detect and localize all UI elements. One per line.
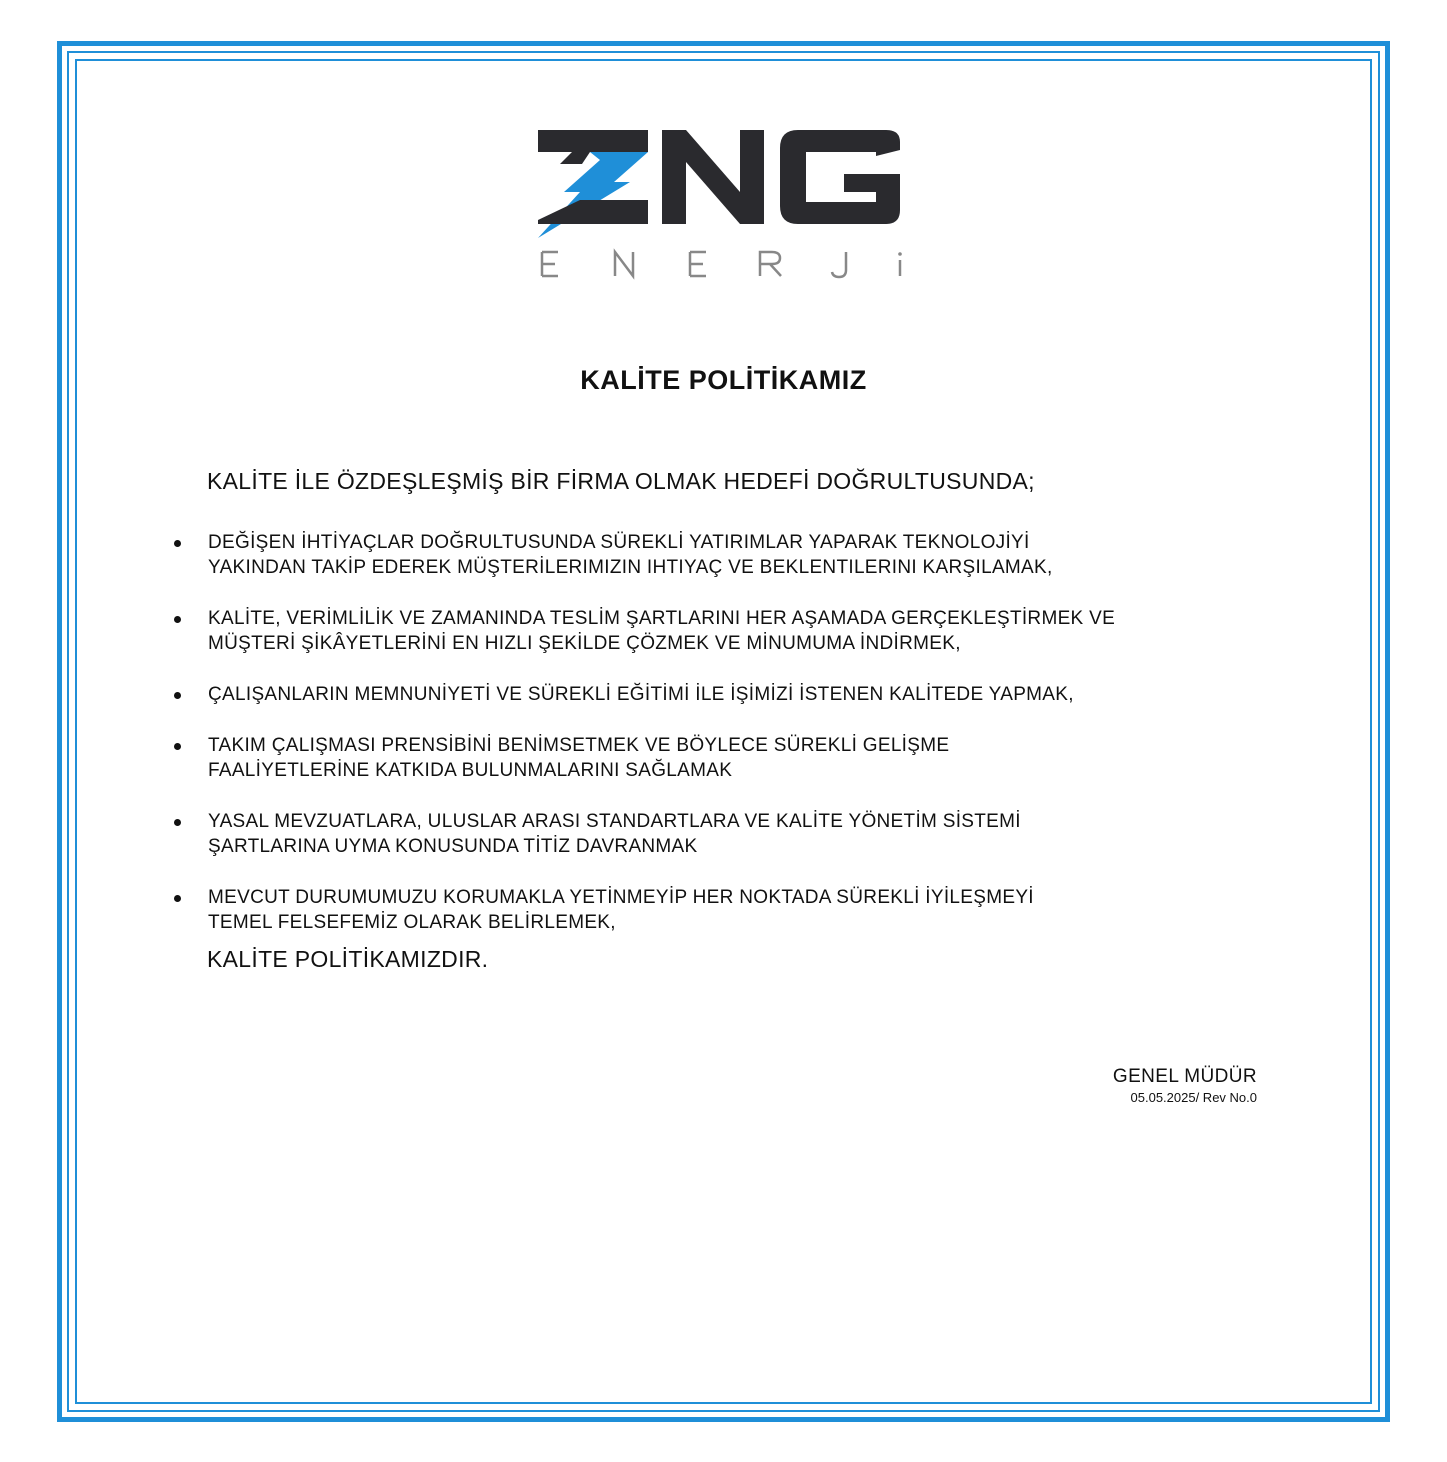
policy-item-line: FAALİYETLERİNE KATKIDA BULUNMALARINI SAĞLAMAK — [208, 760, 733, 781]
bullet-icon — [174, 692, 181, 699]
policy-item — [172, 606, 1332, 656]
policy-item — [172, 530, 1332, 580]
policy-item-line: YAKINDAN TAKİP EDEREK MÜŞTERİLERIMIZIN IHTIYAÇ VE BEKLENTILERINI KARŞILAMAK, — [208, 557, 1053, 578]
bullet-icon — [174, 895, 181, 902]
logo-subtitle — [542, 252, 900, 277]
policy-item-line: KALİTE, VERİMLİLİK VE ZAMANINDA TESLİM ŞARTLARINI HER AŞAMADA GERÇEKLEŞTİRMEK VE — [208, 608, 1116, 629]
bullet-icon — [174, 540, 181, 547]
policy-item-line: TAKIM ÇALIŞMASI PRENSİBİNİ BENİMSETMEK VE BÖYLECE SÜREKLİ GELİŞME — [208, 735, 950, 756]
signature-block — [1113, 1066, 1257, 1105]
policy-item — [172, 809, 1332, 859]
bullet-icon — [174, 743, 181, 750]
policy-item — [172, 885, 1332, 935]
policy-item — [172, 682, 1332, 707]
bullet-icon — [174, 819, 181, 826]
logo-n-mark — [662, 130, 764, 224]
logo-g-mark — [780, 130, 900, 224]
policy-item — [172, 733, 1332, 783]
closing-statement: KALİTE POLİTİKAMIZDIR. — [207, 946, 489, 972]
signature-title: GENEL MÜDÜR — [1112, 1066, 1257, 1087]
intro-statement: KALİTE İLE ÖZDEŞLEŞMİŞ BİR FİRMA OLMAK HEDEFİ DOĞRULTUSUNDA; — [207, 468, 1035, 494]
policy-list — [172, 530, 1332, 961]
policy-item-line: ŞARTLARINA UYMA KONUSUNDA TİTİZ DAVRANMAK — [208, 836, 698, 857]
revision-date: 05.05.2025/ Rev No.0 — [1130, 1090, 1257, 1105]
document-title: KALİTE POLİTİKAMIZ — [580, 365, 867, 395]
policy-item-line: DEĞİŞEN İHTİYAÇLAR DOĞRULTUSUNDA SÜREKLİ YATIRIMLAR YAPARAK TEKNOLOJİYİ — [208, 532, 1030, 553]
policy-item-line: ÇALIŞANLARIN MEMNUNİYETİ VE SÜREKLİ EĞİTİMİ İLE İŞİMİZİ İSTENEN KALİTEDE YAPMAK, — [208, 684, 1074, 705]
policy-item-line: MÜŞTERİ ŞİKÂYETLERİNİ EN HIZLI ŞEKİLDE ÇÖZMEK VE MİNUMUMA İNDİRMEK, — [208, 633, 961, 654]
policy-item-line: YASAL MEVZUATLARA, ULUSLAR ARASI STANDARTLARA VE KALİTE YÖNETİM SİSTEMİ — [208, 811, 1021, 832]
logo-z-mark — [538, 130, 648, 238]
bullet-icon — [174, 616, 181, 623]
company-logo — [530, 120, 910, 300]
policy-item-line: MEVCUT DURUMUMUZU KORUMAKLA YETİNMEYİP HER NOKTADA SÜREKLİ İYİLEŞMEYİ — [208, 887, 1034, 908]
policy-item-line: TEMEL FELSEFEMİZ OLARAK BELİRLEMEK, — [208, 912, 616, 933]
